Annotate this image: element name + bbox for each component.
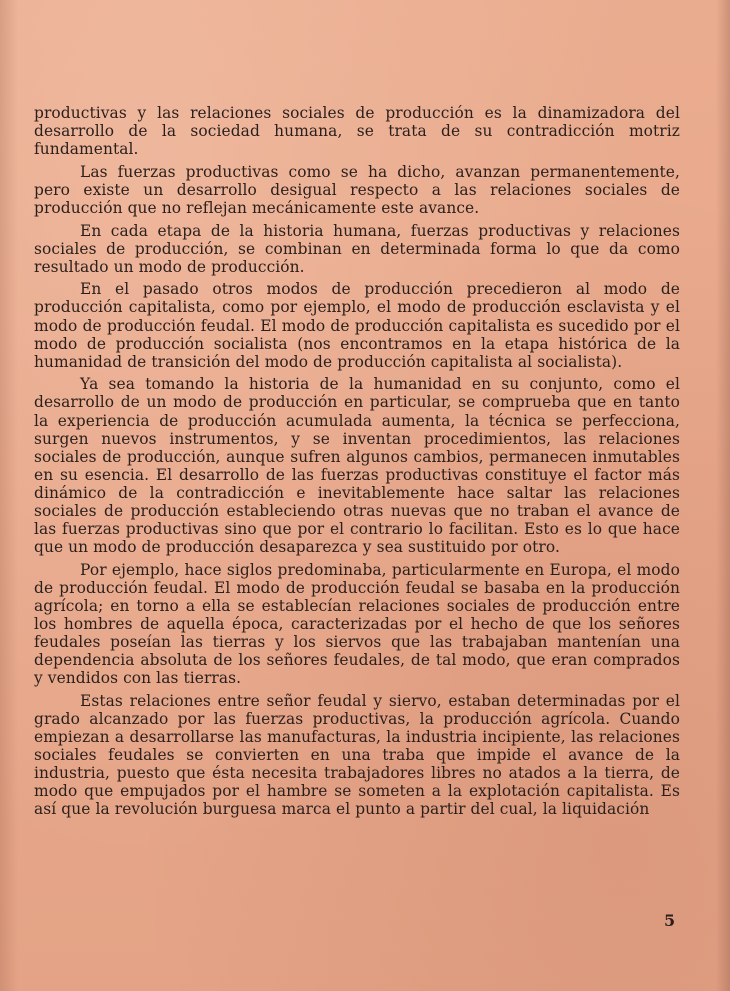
paragraph-2: Las fuerzas productivas como se ha dicho, avanzan permanentemente, pero existe un desarrollo desigual respecto a las relaciones sociales de producción que no reflejan mecánicamente este avance. <box>34 162 680 217</box>
paragraph-4: En el pasado otros modos de producción precedieron al modo de producción capitalista, como por ejemplo, el modo de producción esclavista y el modo de producción feudal. El modo de producción capitalista es sucedido por el modo de producción socialista (nos encontramos en la etapa histórica de la humanidad de transición del modo de producción capitalista al socialista). <box>34 280 680 371</box>
paragraph-5: Ya sea tomando la historia de la humanidad en su conjunto, como el desarrollo de un modo de producción en particular, se comprueba que en tanto la experiencia de producción acumulada aumenta, la técnica se perfecciona, surgen nuevos instrumentos, y se inventan procedimientos, las relaciones sociales de producción, aunque sufren algunos cambios, permanecen inmutables en su esencia. El desarrollo de las fuerzas productivas constituye el factor más dinámico de la contradicción e inevitablemente hace saltar las relaciones sociales de producción estableciendo otras nuevas que no traban el avance de las fuerzas productivas sino que por el contrario lo facilitan. Esto es lo que hace que un modo de producción desaparezca y sea sustituido por otro. <box>34 375 680 557</box>
page-number: 5 <box>664 911 676 930</box>
paragraph-7: Estas relaciones entre señor feudal y siervo, estaban determinadas por el grado alcanzado por las fuerzas productivas, la producción agrícola. Cuando empiezan a desarrollarse las manufacturas, la industria incipiente, las relaciones sociales feudales se convierten en una traba que impide el avance de la industria, puesto que ésta necesita trabajadores libres no atados a la tierra, de modo que empujados por el hambre se someten a la explotación capitalista. Es así que la revolución burguesa marca el punto a partir del cual, la liquidación <box>34 691 680 819</box>
paragraph-3: En cada etapa de la historia humana, fuerzas productivas y relaciones sociales de producción, se combinan en determinada forma lo que da como resultado un modo de producción. <box>34 221 680 276</box>
body-text <box>34 104 680 823</box>
paragraph-6: Por ejemplo, hace siglos predominaba, particularmente en Europa, el modo de producción feudal. El modo de producción feudal se basaba en la producción agrícola; en torno a ella se establecían relaciones sociales de producción entre los hombres de aquella época, caracterizadas por el hecho de que los señores feudales poseían las tierras y los siervos que las trabajaban mantenían una dependencia absoluta de los señores feudales, de tal modo, que eran comprados y vendidos con las tierras. <box>34 560 680 688</box>
paragraph-1: productivas y las relaciones sociales de producción es la dinamizadora del desarrollo de la sociedad humana, se trata de su contradicción motriz fundamental. <box>34 104 680 159</box>
